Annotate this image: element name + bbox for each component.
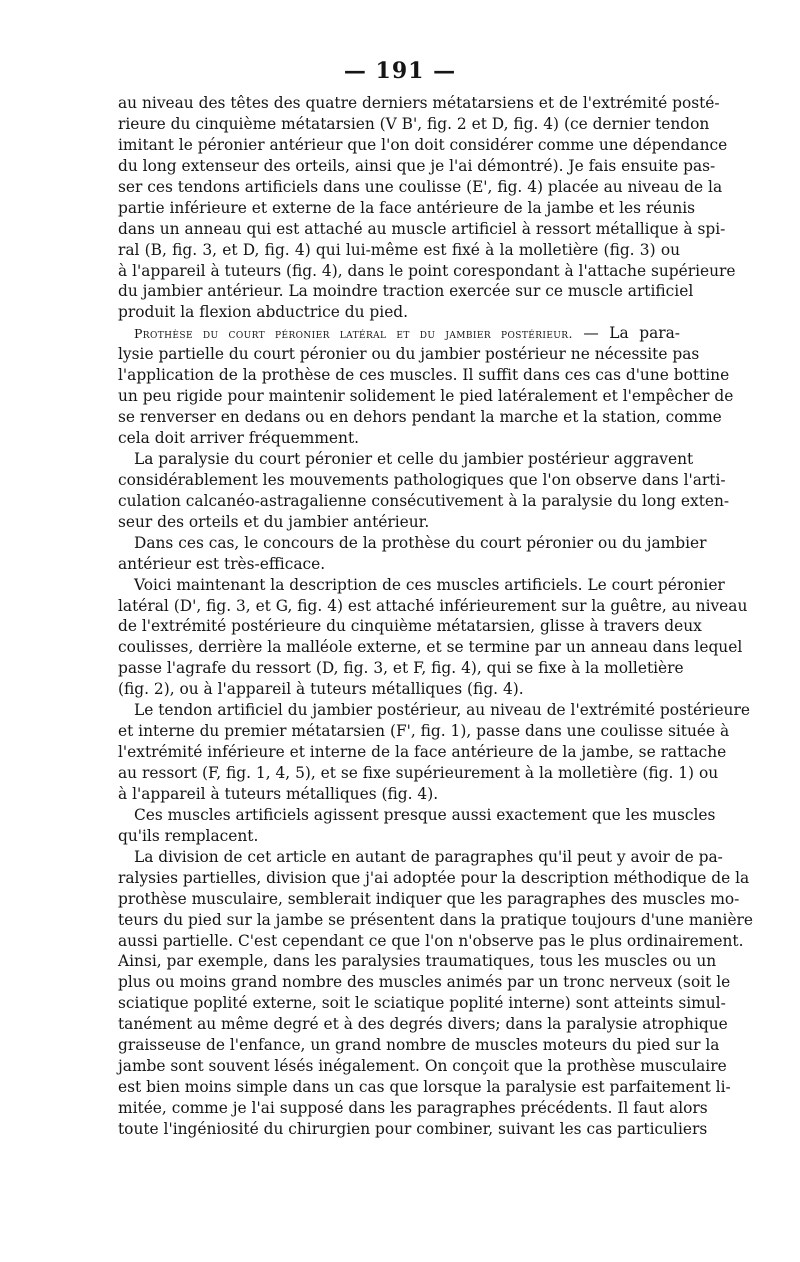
text-line: mitée, comme je l'ai supposé dans les paragraphes précédents. Il faut alors (118, 1099, 708, 1117)
text-line: un peu rigide pour maintenir solidement le pied latéralement et l'empêcher de (118, 387, 734, 406)
text-line: considérablement les mouvements pathologiques que l'on observe dans l'arti- (118, 470, 726, 489)
text-line: est bien moins simple dans un cas que lorsque la paralysie est parfaitement li- (118, 1078, 731, 1097)
text-line: dans un anneau qui est attaché au muscle artificiel à ressort métallique à spi- (118, 219, 726, 238)
page-number: — 191 — (343, 58, 457, 84)
text-line: se renverser en dedans ou en dehors pendant la marche et la station, comme (118, 408, 722, 427)
text-line: latéral (D', fig. 3, et G, fig. 4) est attaché inférieurement sur la guêtre, au niveau (118, 596, 748, 615)
text-line: au niveau des têtes des quatre derniers métatarsiens et de l'extrémité posté- (118, 94, 720, 112)
text-line: partie inférieure et externe de la face antérieure de la jambe et les réunis (118, 198, 696, 217)
section-heading: Prothèse du court péronier latéral et du jambier postérieur. (134, 326, 573, 342)
text-line: prothèse musculaire, semblerait indiquer que les paragraphes des muscles mo- (118, 889, 740, 908)
section-lead: — La para- (572, 324, 680, 343)
text-line: de l'extrémité postérieure du cinquième métatarsien, glisse à travers deux (118, 617, 702, 636)
text-line: et interne du premier métatarsien (F', fig. 1), passe dans une coulisse située à (118, 722, 730, 741)
text-line: culation calcanéo-astragalienne consécutivement à la paralysie du long exten- (118, 491, 730, 510)
text-line: l'extrémité inférieure et interne de la face antérieure de la jambe, se rattache (118, 743, 727, 762)
text-line: Ces muscles artificiels agissent presque aussi exactement que les muscles (134, 805, 716, 824)
text-line: coulisses, derrière la malléole externe, et se termine par un anneau dans lequel (118, 638, 743, 657)
text-line: au ressort (F, fig. 1, 4, 5), et se fixe supérieurement à la molletière (fig. 1) ou (118, 764, 719, 782)
text-line: l'application de la prothèse de ces muscles. Il suffit dans ces cas d'une bottine (118, 366, 730, 385)
text-line: toute l'ingéniosité du chirurgien pour combiner, suivant les cas particuliers (118, 1119, 708, 1138)
text-line: qu'ils remplacent. (118, 826, 259, 845)
text-line: imitant le péronier antérieur que l'on doit considérer comme une dépendance (118, 135, 728, 154)
text-line: ser ces tendons artificiels dans une coulisse (E', fig. 4) placée au niveau de la (118, 177, 723, 196)
body-text (118, 93, 754, 1140)
text-line: aussi partielle. C'est cependant ce que l'on n'observe pas le plus ordinairement. (118, 931, 744, 950)
text-line: du jambier antérieur. La moindre traction exercée sur ce muscle artificiel (118, 282, 694, 301)
text-line: plus ou moins grand nombre des muscles animés par un tronc nerveux (soit le (118, 973, 731, 992)
text-line: La division de cet article en autant de paragraphes qu'il peut y avoir de pa- (134, 847, 723, 866)
text-line: à l'appareil à tuteurs métalliques (fig. 4). (118, 784, 439, 803)
text-line: Dans ces cas, le concours de la prothèse du court péronier ou du jambier (134, 533, 707, 552)
text-line: sciatique poplité externe, soit le sciatique poplité interne) sont atteints simul- (118, 994, 726, 1013)
text-line: ralysies partielles, division que j'ai adoptée pour la description méthodique de la (118, 868, 750, 887)
text-line: teurs du pied sur la jambe se présentent dans la pratique toujours d'une manière (118, 910, 754, 929)
text-line: passe l'agrafe du ressort (D, fig. 3, et F, fig. 4), qui se fixe à la molletière (118, 659, 684, 678)
text-line: rieure du cinquième métatarsien (V B', fig. 2 et D, fig. 4) (ce dernier tendon (118, 114, 710, 133)
text-line: antérieur est très-efficace. (118, 554, 326, 573)
text-line: graisseuse de l'enfance, un grand nombre de muscles moteurs du pied sur la (118, 1036, 720, 1055)
text-line: Ainsi, par exemple, dans les paralysies traumatiques, tous les muscles ou un (118, 952, 717, 971)
text-line: produit la flexion abductrice du pied. (118, 303, 409, 322)
text-line: jambe sont souvent lésés inégalement. On conçoit que la prothèse musculaire (118, 1057, 727, 1076)
text-line: cela doit arriver fréquemment. (118, 429, 360, 447)
text-line: à l'appareil à tuteurs (fig. 4), dans le point corespondant à l'attache supérieure (118, 261, 736, 280)
text-line: ral (B, fig. 3, et D, fig. 4) qui lui-même est fixé à la molletière (fig. 3) ou (118, 240, 680, 259)
text-line: Le tendon artificiel du jambier postérieur, au niveau de l'extrémité postérieure (134, 701, 750, 720)
text-line: du long extenseur des orteils, ainsi que je l'ai démontré). Je fais ensuite pas- (118, 156, 716, 175)
text-line: (fig. 2), ou à l'appareil à tuteurs métalliques (fig. 4). (118, 680, 524, 699)
text-line: tanément au même degré et à des degrés divers; dans la paralysie atrophique (118, 1015, 728, 1034)
text-line: seur des orteils et du jambier antérieur. (118, 512, 430, 531)
text-line: Voici maintenant la description de ces muscles artificiels. Le court péronier (134, 575, 725, 594)
section-heading-line (118, 323, 680, 344)
text-line: lysie partielle du court péronier ou du jambier postérieur ne nécessite pas (118, 345, 700, 364)
text-line: La paralysie du court péronier et celle du jambier postérieur aggravent (134, 449, 694, 468)
